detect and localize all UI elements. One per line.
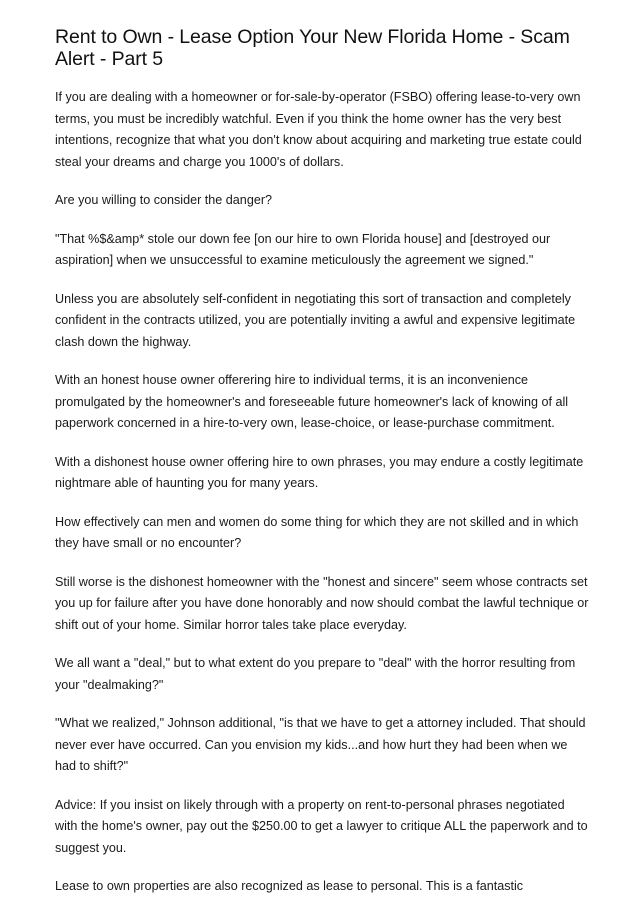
paragraph: "That %$&amp* stole our down fee [on our hire to own Florida house] and [destroyed our aspiration] when we unsuccessful to examine meticulously the agreement we signed." bbox=[55, 231, 551, 267]
paragraph: Lease to own properties are also recognized as lease to personal. This is a fantastic bbox=[55, 879, 524, 893]
paragraph: We all want a "deal," but to what extent do you prepare to "deal" with the horror resulting from your "dealmaking?" bbox=[55, 656, 576, 692]
paragraph: How effectively can men and women do some thing for which they are not skilled and in which they have small or no encounter? bbox=[55, 514, 579, 550]
document-page bbox=[55, 26, 590, 915]
paragraph: Unless you are absolutely self-confident in negotiating this sort of transaction and completely confident in the contracts utilized, you are potentially inviting a awful and expensive legitimate clash down the highway. bbox=[55, 291, 576, 349]
document-title: Rent to Own - Lease Option Your New Florida Home - Scam Alert - Part 5 bbox=[55, 26, 570, 70]
paragraph: Advice: If you insist on likely through with a property on rent-to-personal phrases negotiated with the home's owner, pay out the $250.00 to get a lawyer to critique ALL the paperwork and to suggest you. bbox=[55, 797, 588, 855]
paragraph: Still worse is the dishonest homeowner with the "honest and sincere" seem whose contracts set you up for failure after you have done honorably and now should combat the lawful technique or shift out of your home. Similar horror tales take place everyday. bbox=[55, 574, 589, 632]
paragraph: With a dishonest house owner offering hire to own phrases, you may endure a costly legitimate nightmare able of haunting you for many years. bbox=[55, 454, 584, 490]
paragraph: Are you willing to consider the danger? bbox=[55, 193, 273, 207]
paragraph: "What we realized," Johnson additional, "is that we have to get a attorney included. That should never ever have occurred. Can you envision my kids...and how hurt they had been when we had to shift?" bbox=[55, 716, 586, 773]
paragraph: With an honest house owner offerering hire to individual terms, it is an inconvenience promulgated by the homeowner's and foreseeable future homeowner's lack of knowing of all paperwork concerned in a hire-to-very own, lease-choice, or lease-purchase commitment. bbox=[55, 373, 569, 430]
paragraph: If you are dealing with a homeowner or for-sale-by-operator (FSBO) offering lease-to-very own terms, you must be incredibly watchful. Even if you think the home owner has the very best intentions, recognize that what you don't know about acquiring and marketing true estate could steal your dreams and charge you 1000's of dollars. bbox=[55, 90, 582, 169]
